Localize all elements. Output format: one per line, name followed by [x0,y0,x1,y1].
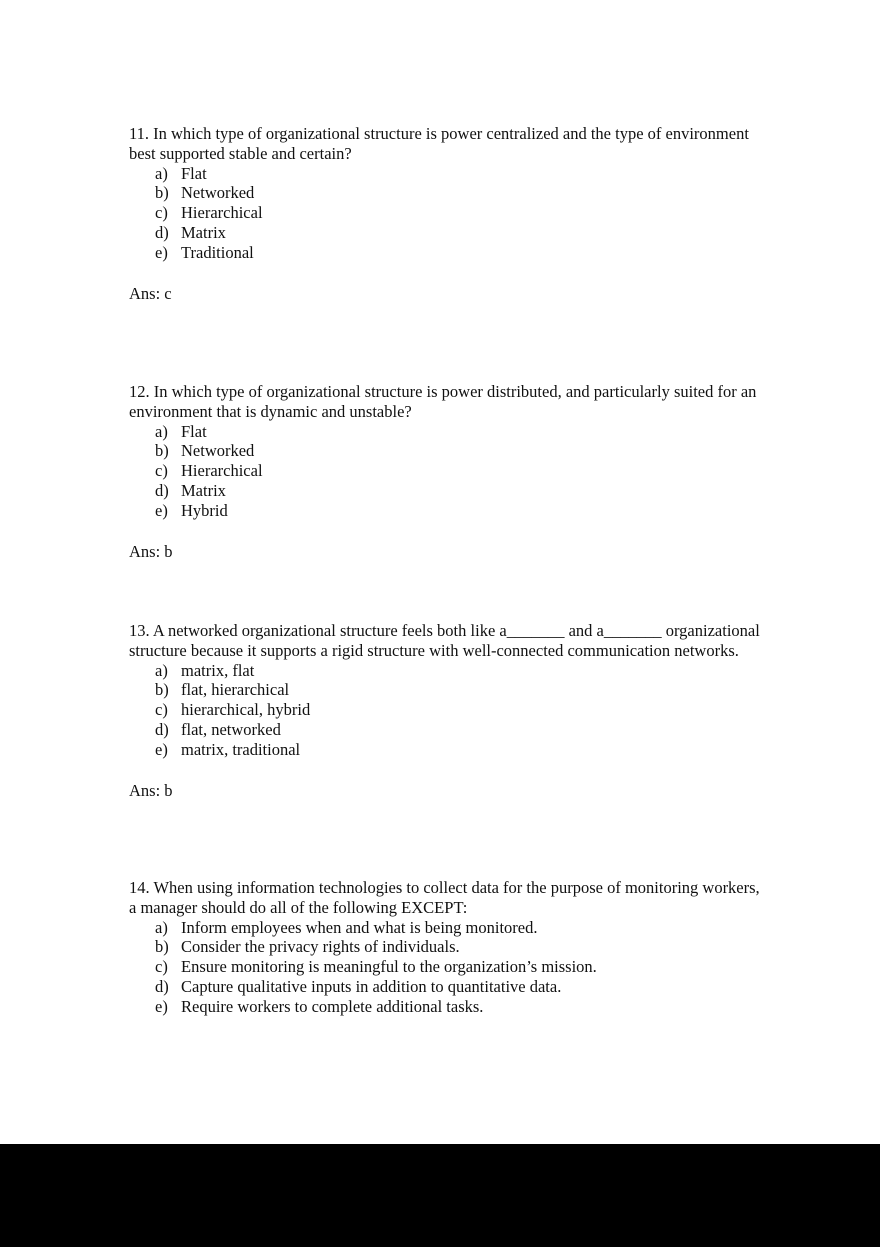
option-c [155,700,769,720]
option-letter: b) [155,680,169,700]
option-text: Hybrid [181,500,228,520]
option-text: Networked [181,441,255,461]
option-text: Consider the privacy rights of individuals. [181,937,460,957]
option-text: Flat [181,421,207,441]
option-a [155,918,769,938]
option-letter: e) [155,242,168,262]
option-text: Flat [181,163,207,183]
question-stem: 12. In which type of organizational structure is power distributed, and particularly suited for an environment that is dynamic and unstable? [129,382,757,421]
option-letter: a) [155,917,168,937]
option-a [155,422,769,442]
option-letter: b) [155,937,169,957]
option-letter: c) [155,700,168,720]
option-letter: c) [155,461,168,481]
option-b [155,937,769,957]
option-b [155,680,769,700]
option-letter: a) [155,163,168,183]
option-a [155,661,769,681]
option-text: matrix, flat [181,660,255,680]
option-text: Hierarchical [181,203,263,223]
option-letter: d) [155,976,169,996]
option-text: Traditional [181,242,254,262]
answer-key: Ans: b [129,780,173,800]
option-letter: c) [155,957,168,977]
option-e [155,740,769,760]
answer-key: Ans: c [129,283,172,303]
option-letter: b) [155,441,169,461]
option-letter: d) [155,222,169,242]
option-letter: d) [155,719,169,739]
option-text: Require workers to complete additional tasks. [181,996,484,1016]
option-e [155,243,769,263]
option-e [155,997,769,1017]
question-14 [129,878,769,1017]
option-letter: d) [155,480,169,500]
option-c [155,461,769,481]
option-text: matrix, traditional [181,739,301,759]
option-letter: b) [155,183,169,203]
option-text: hierarchical, hybrid [181,700,311,720]
option-text: Ensure monitoring is meaningful to the organization’s mission. [181,957,597,977]
option-letter: e) [155,996,168,1016]
option-text: flat, hierarchical [181,680,290,700]
option-c [155,203,769,223]
question-11 [129,124,769,303]
option-b [155,441,769,461]
option-list [129,164,769,263]
option-text: Matrix [181,480,226,500]
option-text: Capture qualitative inputs in addition to quantitative data. [181,976,562,996]
option-list [129,918,769,1017]
option-b [155,183,769,203]
option-letter: c) [155,203,168,223]
option-text: Networked [181,183,255,203]
option-d [155,720,769,740]
option-text: flat, networked [181,719,281,739]
option-letter: a) [155,421,168,441]
option-letter: e) [155,739,168,759]
question-stem: 13. A networked organizational structure feels both like a_______ and a_______ organizational structure because it supports a rigid structure with well-connected communication networks. [129,621,760,660]
option-list [129,661,769,760]
option-letter: e) [155,500,168,520]
option-text: Inform employees when and what is being monitored. [181,917,538,937]
black-bottom-bar [0,1144,880,1247]
option-a [155,164,769,184]
option-d [155,481,769,501]
question-stem: 14. When using information technologies to collect data for the purpose of monitoring workers, a manager should do all of the following EXCEPT: [129,878,760,917]
question-12 [129,382,769,561]
answer-key: Ans: b [129,541,173,561]
option-d [155,223,769,243]
option-list [129,422,769,521]
option-d [155,977,769,997]
option-e [155,501,769,521]
option-c [155,957,769,977]
question-stem: 11. In which type of organizational structure is power centralized and the type of environment best supported stable and certain? [129,124,749,163]
option-text: Hierarchical [181,461,263,481]
option-letter: a) [155,660,168,680]
option-text: Matrix [181,222,226,242]
question-13 [129,621,769,800]
